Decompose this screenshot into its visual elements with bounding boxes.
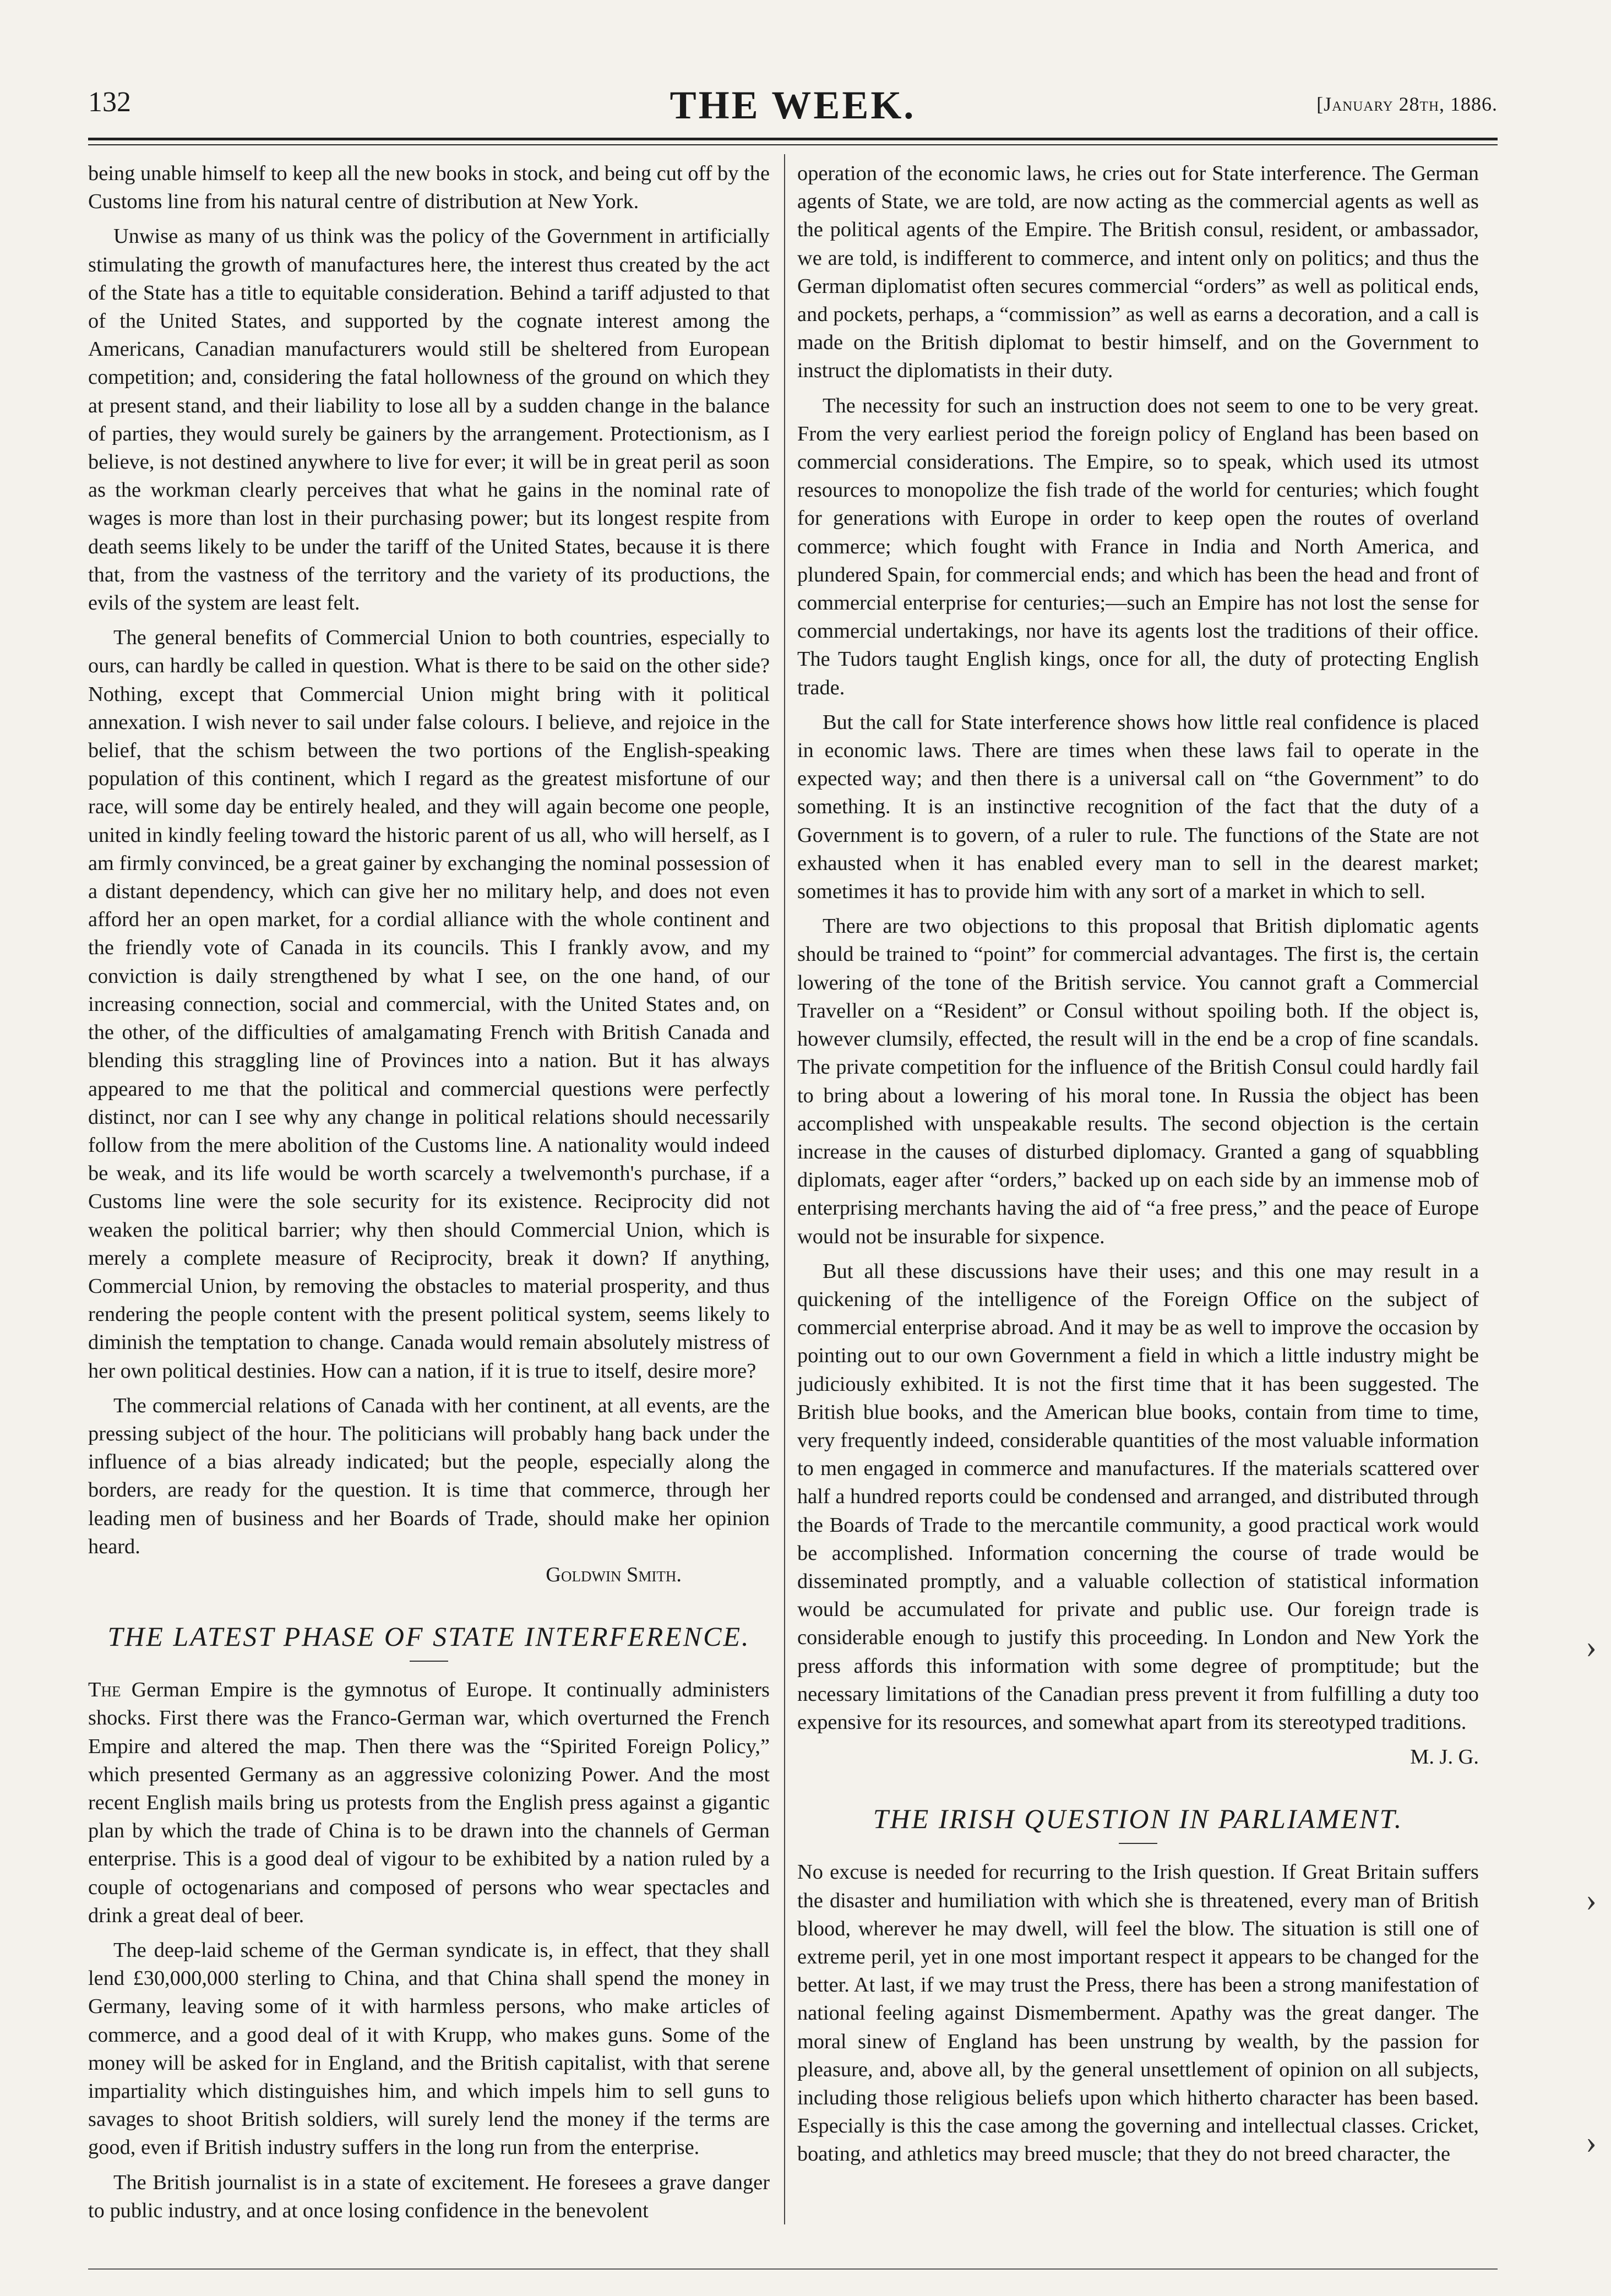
- margin-mark-icon: ›: [1586, 1881, 1597, 1918]
- issue-date: [January 28th, 1886.: [1316, 93, 1498, 115]
- footer-rule: [88, 2268, 1498, 2270]
- left-column: [88, 160, 770, 2232]
- masthead-title: THE WEEK.: [670, 83, 916, 127]
- margin-mark-icon: ›: [1586, 2124, 1597, 2160]
- paragraph: being unable himself to keep all the new books in stock, and being cut off by the Customs line from his natural centre of distribution at New York.: [88, 162, 770, 214]
- signature-goldwin-smith: Goldwin Smith.: [546, 1563, 682, 1586]
- header-rule-thin: [88, 144, 1498, 145]
- paragraph: The commercial relations of Canada with her continent, at all events, are the pressing subject of the hour. The politicians will probably hang back under the influence of a bias already indicated; but the people, especially along the borders, are ready for the question. It is time that commerce, through her leading men of business and her Boards of Trade, should make her opinion heard.: [88, 1394, 770, 1558]
- paragraph: operation of the economic laws, he cries out for State interference. The German agents of State, we are told, are now acting as the commercial agents as well as the political agents of the Empire. The British consul, resident, or ambassador, we are told, is indifferent to commerce, and intent only on politics; and thus the German diplomatist often secures commercial “orders” as well as political ends, and pockets, perhaps, a “commission” as well as earns a decoration, and a call is made on the British diplomat to bestir himself, and on the Government to instruct the diplomatists in their duty.: [797, 162, 1479, 383]
- signature-mjg: M. J. G.: [1410, 1745, 1479, 1769]
- drop-word: The: [88, 1678, 121, 1702]
- paragraph: But the call for State interference shows how little real confidence is placed in economic laws. There are times when these laws fail to operate in the expected way; and then there is a universal call on “the Government” to do something. It is an instinctive recognition of the fact that the duty of a Government is to govern, of a ruler to rule. The functions of the State are not exhausted when it has enabled every man to sell in the dearest market; sometimes it has to provide him with any sort of a market in which to sell.: [797, 710, 1479, 904]
- paragraph: The deep-laid scheme of the German syndicate is, in effect, that they shall lend £30,000,000 sterling to China, and that China shall spend the money in Germany, leaving some of it with harmless persons, who make articles of commerce, and a good deal of it with Krupp, who makes guns. Some of the money will be asked for in England, and the British capitalist, with that serene impartiality which distinguishes him, and which impels him to sell guns to savages to shoot British soldiers, will surely lend the money if the terms are good, even if British industry suffers in the long run from the enterprise.: [88, 1938, 770, 2159]
- headline-rule: [410, 1661, 448, 1662]
- headline-irish-question: THE IRISH QUESTION IN PARLIAMENT.: [873, 1803, 1403, 1835]
- margin-mark-icon: ›: [1586, 1628, 1597, 1664]
- paragraph-text: German Empire is the gymnotus of Europe. It continually administers shocks. First there was the Franco-German war, which overturned the French Empire and altered the map. Then there was the “Spirited Foreign Policy,” which presented Germany as an aggressive colonizing Power. And the most recent English mails bring us protests from the English press against a gigantic plan by which the trade of China is to be drawn into the channels of German enterprise. This is a good deal of vigour to be exhibited by a nation ruled by a couple of octogenarians and composed of persons who wear spectacles and drink a great deal of beer.: [88, 1678, 770, 1927]
- paragraph: The necessity for such an instruction does not seem to one to be very great. From the very earliest period the foreign policy of England has been based on commercial considerations. The Empire, so to speak, which used its utmost resources to monopolize the fish trade of the world for centuries; which fought for generations with Europe in order to keep open the routes of overland commerce; which fought with France in India and North America, and plundered Spain, for commercial ends; and which has been the head and front of commercial enterprise for centuries;—such an Empire has not lost the sense for commercial undertakings, nor have its agents lost the traditions of their office. The Tudors taught English kings, once for all, the duty of protecting English trade.: [797, 394, 1479, 699]
- header-rule-thick: [88, 138, 1498, 140]
- paragraph: But all these discussions have their uses; and this one may result in a quickening of the intelligence of the Foreign Office on the subject of commercial enterprise abroad. And it may be as well to improve the occasion by pointing out to our own Government a field in which a little industry might be judiciously exhibited. It is not the first time that it has been suggested. The British blue books, and the American blue books, contain from time to time, very frequently indeed, considerable quantities of the most valuable information to men engaged in commerce and manufactures. If the materials scattered over half a hundred reports could be condensed and arranged, and distributed through the Boards of Trade to the mercantile community, a good practical work would be accomplished. Information concerning the course of trade would be disseminated promptly, and a valuable collection of statistical information would be accumulated for private and public use. Our foreign trade is considerable enough to justify this proceeding. In London and New York the press affords this information with some degree of promptitude; but the necessary limitations of the Canadian press prevent it from fulfilling a duty too expensive for its resources, and somewhat apart from its stereotyped traditions.: [797, 1259, 1479, 1734]
- column-divider: [784, 154, 785, 2224]
- paragraph: [88, 1676, 770, 1930]
- paragraph: Unwise as many of us think was the policy of the Government in artificially stimulating the growth of manufactures here, the interest thus created by the act of the State has a title to equitable consideration. Behind a tariff adjusted to that of the United States, and supported by the cognate interest among the Americans, Canadian manufacturers would still be sheltered from European competition; and, considering the fatal hollowness of the ground on which they at present stand, and their liability to lose all by a sudden change in the balance of parties, they would surely be gainers by the arrangement. Protectionism, as I believe, is not destined anywhere to live for ever; it will be in great peril as soon as the workman clearly perceives that what he gains in the nominal rate of wages is more than lost in their purchasing power; but its longest respite from death seems likely to be under the tariff of the United States, because it is there that, from the vastness of the territory and the variety of its productions, the evils of the system are least felt.: [88, 225, 770, 615]
- paragraph: No excuse is needed for recurring to the Irish question. If Great Britain suffers the disaster and humiliation with which she is threatened, every man of British blood, wherever he may dwell, will feel the blow. The situation is still one of extreme peril, yet in one most important respect it appears to be changed for the better. At last, if we may trust the Press, there has been a strong manifestation of national feeling against Dismemberment. Apathy was the great danger. The moral sinew of England has been unstrung by wealth, by the passion for pleasure, and, above all, by the general unsettlement of opinion on all subjects, including those religious beliefs upon which hitherto character has been based. Especially is this the case among the governing and intellectual classes. Cricket, boating, and athletics may breed muscle; that they do not breed character, the: [797, 1860, 1479, 2166]
- right-column: [797, 160, 1479, 2175]
- headline-rule: [1119, 1843, 1157, 1844]
- page-header: [88, 83, 1498, 143]
- headline-state-interference: THE LATEST PHASE OF STATE INTERFERENCE.: [107, 1621, 750, 1652]
- page-number: 132: [88, 86, 131, 118]
- paragraph: There are two objections to this proposal that British diplomatic agents should be trained to “point” for commercial advantages. The first is, the certain lowering of the tone of the British service. You cannot graft a Commercial Traveller on a “Resident” or Consul without spoiling both. If the object is, however clumsily, effected, the result will in the end be a crop of fine scandals. The private competition for the influence of the British Consul could hardly fail to bring about a lowering of his moral tone. In Russia the object has been accomplished with unspeakable results. The second objection is the certain increase in the causes of disturbed diplomacy. Granted a gang of squabbling diplomats, eager after “orders,” backed up on each side by an immense mob of enterprising merchants having the aid of “a free press,” and the peace of Europe would not be insurable for sixpence.: [797, 915, 1479, 1248]
- paragraph: The general benefits of Commercial Union to both countries, especially to ours, can hardly be called in question. What is there to be said on the other side? Nothing, except that Commercial Union might bring with it political annexation. I wish never to sail under false colours. I believe, and rejoice in the belief, that the schism between the two portions of the English-speaking population of this continent, which I regard as the greatest misfortune of our race, will some day be entirely healed, and they will again become one people, united in kindly feeling toward the historic parent of us all, who will herself, as I am firmly convinced, be a great gainer by exchanging the nominal possession of a distant dependency, which can give her no military help, and does not even afford her an open market, for a cordial alliance with the whole continent and the friendly vote of Canada in its councils. This I frankly avow, and my conviction is daily strengthened by what I see, on the one hand, of our increasing connection, social and commercial, with the United States and, on the other, of the difficulties of amalgamating French with British Canada and blending this straggling line of Provinces into a nation. But it has always appeared to me that the political and commercial questions were perfectly distinct, nor can I see why any change in political relations should necessarily follow from the mere abolition of the Customs line. A nationality would indeed be weak, and its life would be worth scarcely a twelvemonth's purchase, if a Customs line were the sole security for its existence. Reciprocity did not weaken the political barrier; why then should Commercial Union, which is merely a complete measure of Reciprocity, break it down? If anything, Commercial Union, by removing the obstacles to material prosperity, and thus rendering the people content with the present political system, seems likely to diminish the temptation to change. Canada would remain absolutely mistress of her own political destinies. How can a nation, if it is true to itself, desire more?: [88, 626, 770, 1383]
- paragraph: The British journalist is in a state of excitement. He foresees a grave danger to public industry, and at once losing confidence in the benevolent: [88, 2170, 770, 2222]
